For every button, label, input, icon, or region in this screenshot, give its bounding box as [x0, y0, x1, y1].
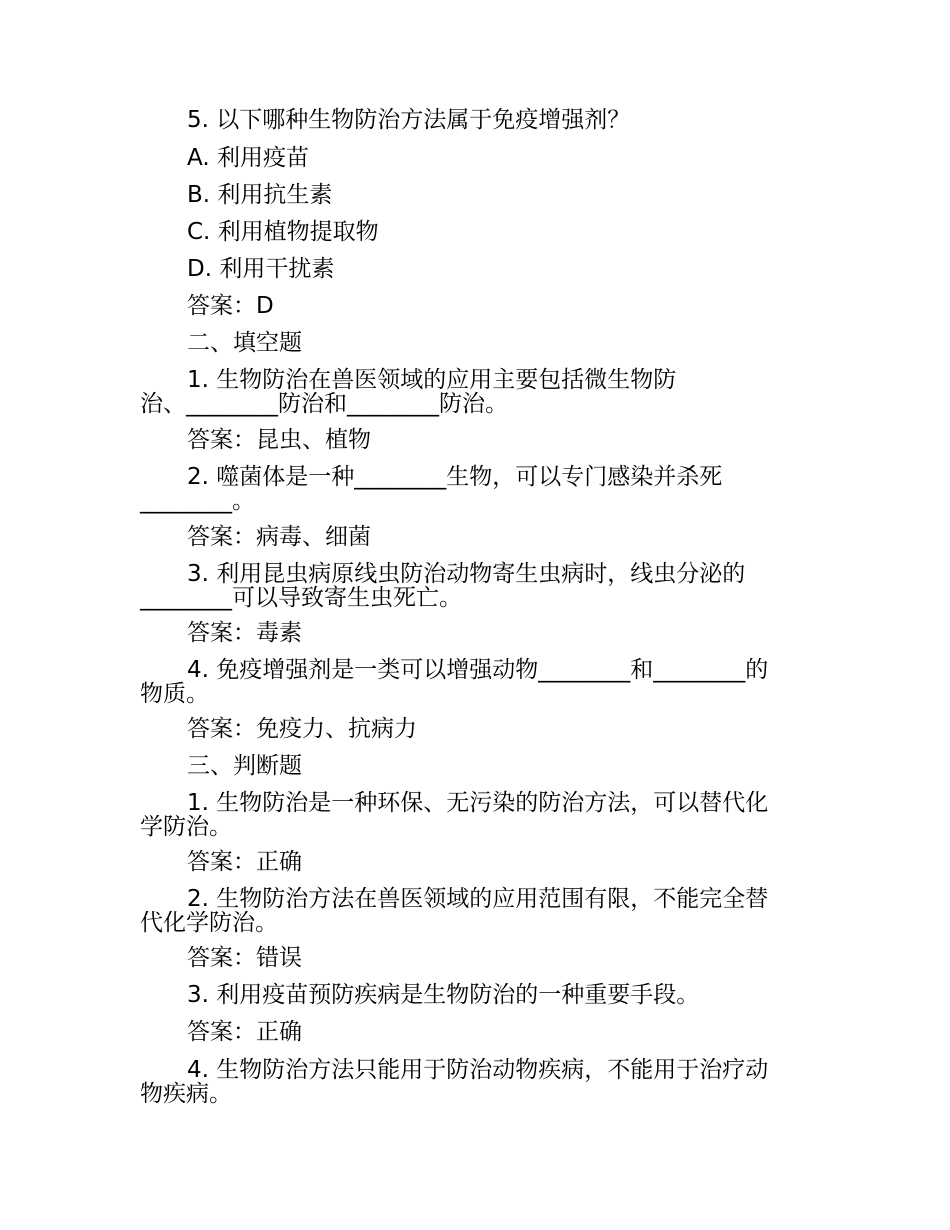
question-line: 1. 生物防治是一种环保、无污染的防治方法，可以替代化 [187, 790, 769, 816]
option-d: D. 利用干扰素 [187, 256, 335, 282]
option-c: C. 利用植物提取物 [187, 219, 379, 245]
answer-q5: 答案：D [187, 293, 274, 319]
question-line: 物质。 [140, 681, 209, 707]
option-b: B. 利用抗生素 [187, 182, 333, 208]
fill-question-2 [140, 465, 830, 513]
fill-question-1 [140, 368, 830, 416]
tf-question-1 [140, 791, 830, 839]
question-line: ________可以导致寄生虫死亡。 [140, 585, 462, 611]
question-line: 物疾病。 [140, 1081, 232, 1107]
question-line: 学防治。 [140, 814, 232, 840]
option-a: A. 利用疫苗 [187, 145, 309, 171]
answer-tf-2: 答案：错误 [187, 945, 302, 971]
answer-fill-3: 答案：毒素 [187, 620, 302, 646]
answer-tf-1: 答案：正确 [187, 849, 302, 875]
question-line: 3. 利用昆虫病原线虫防治动物寄生虫病时，线虫分泌的 [187, 561, 746, 587]
section-heading-fill-in: 二、填空题 [187, 330, 302, 356]
answer-tf-3: 答案：正确 [187, 1019, 302, 1045]
tf-question-3: 3. 利用疫苗预防疾病是生物防治的一种重要手段。 [187, 982, 700, 1008]
answer-fill-2: 答案：病毒、细菌 [187, 524, 371, 550]
answer-fill-1: 答案：昆虫、植物 [187, 427, 371, 453]
fill-question-4 [140, 658, 830, 706]
tf-question-2 [140, 887, 830, 935]
question-5: 5. 以下哪种生物防治方法属于免疫增强剂？ [187, 107, 631, 133]
question-line: 代化学防治。 [140, 910, 278, 936]
question-line: 2. 生物防治方法在兽医领域的应用范围有限，不能完全替 [187, 886, 769, 912]
answer-fill-4: 答案：免疫力、抗病力 [187, 716, 417, 742]
question-line: 治、________防治和________防治。 [140, 391, 508, 417]
question-line: 4. 免疫增强剂是一类可以增强动物________和________的 [187, 657, 769, 683]
fill-question-3 [140, 562, 830, 610]
question-line: ________。 [140, 488, 255, 514]
question-line: 2. 噬菌体是一种________生物，可以专门感染并杀死 [187, 464, 723, 490]
question-line: 1. 生物防治在兽医领域的应用主要包括微生物防 [187, 367, 677, 393]
question-line: 4. 生物防治方法只能用于防治动物疾病，不能用于治疗动 [187, 1057, 769, 1083]
tf-question-4 [140, 1058, 830, 1106]
section-heading-true-false: 三、判断题 [187, 753, 302, 779]
